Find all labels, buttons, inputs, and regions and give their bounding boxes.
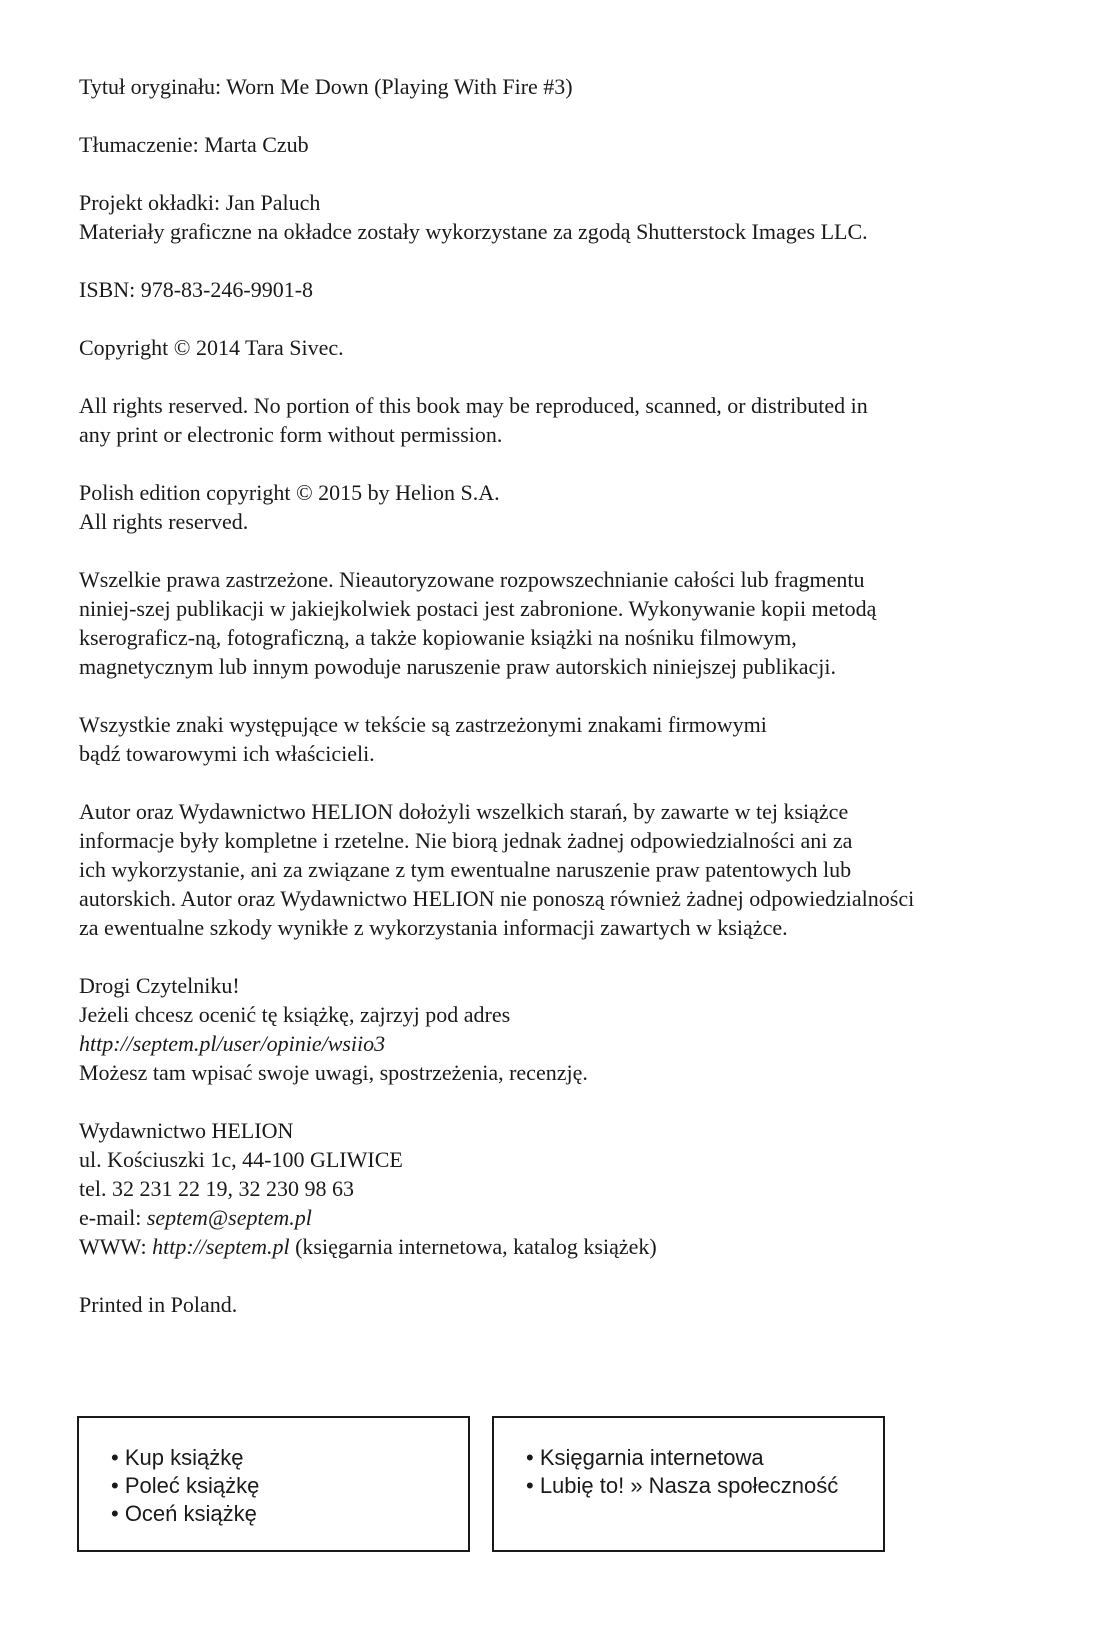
- recommend-book-link[interactable]: • Poleć książkę: [111, 1473, 260, 1498]
- email-label: e-mail:: [79, 1205, 147, 1230]
- trademarks-notice: [79, 710, 1039, 768]
- community-link[interactable]: • Lubię to! » Nasza społeczność: [526, 1473, 839, 1498]
- publisher-name: Wydawnictwo HELION: [79, 1118, 294, 1143]
- book-actions-box: [77, 1416, 470, 1552]
- publisher-address: ul. Kościuszki 1c, 44-100 GLIWICE: [79, 1147, 403, 1172]
- reader-message: [79, 971, 1039, 1087]
- trademarks-line: Wszystkie znaki występujące w tekście są zastrzeżonymi znakami firmowymi: [79, 712, 767, 737]
- rate-book-link[interactable]: • Oceń książkę: [111, 1501, 257, 1526]
- publisher-phone: tel. 32 231 22 19, 32 230 98 63: [79, 1176, 354, 1201]
- rights-pl-line: kserograficz-ną, fotograficzną, a także kopiowanie książki na nośniku filmowym,: [79, 625, 797, 650]
- rights-reserved-polish: [79, 565, 1039, 681]
- copyright-notice: Copyright © 2014 Tara Sivec.: [79, 335, 344, 360]
- online-bookstore-link[interactable]: • Księgarnia internetowa: [526, 1445, 764, 1470]
- rights-pl-line: Wszelkie prawa zastrzeżone. Nieautoryzowane rozpowszechnianie całości lub fragmentu: [79, 567, 865, 592]
- publisher-contact: [79, 1116, 1039, 1261]
- email-link[interactable]: septem@septem.pl: [146, 1205, 312, 1230]
- cover-materials-credit: Materiały graficzne na okładce zostały wykorzystane za zgodą Shutterstock Images LLC.: [79, 219, 868, 244]
- liability-disclaimer: [79, 797, 1039, 942]
- www-label: WWW:: [79, 1234, 153, 1259]
- website-link[interactable]: http://septem.pl: [152, 1234, 290, 1259]
- rights-en-line: All rights reserved. No portion of this book may be reproduced, scanned, or distributed in: [79, 393, 868, 418]
- disclaimer-line: autorskich. Autor oraz Wydawnictwo HELION nie ponoszą również żadnej odpowiedzialności: [79, 886, 915, 911]
- translation-credit: Tłumaczenie: Marta Czub: [79, 132, 309, 157]
- printed-in: Printed in Poland.: [79, 1292, 238, 1317]
- polish-edition-copyright: [79, 478, 1039, 536]
- cover-credits: [79, 188, 1039, 246]
- publisher-email-row: [79, 1203, 1039, 1232]
- original-title: Tytuł oryginału: Worn Me Down (Playing With Fire #3): [79, 74, 573, 99]
- publisher-www-row: [79, 1232, 1039, 1261]
- rights-pl-line: niniej-szej publikacji w jakiejkolwiek postaci jest zabronione. Wykonywanie kopii metodą: [79, 596, 877, 621]
- disclaimer-line: Autor oraz Wydawnictwo HELION dołożyli wszelkich starań, by zawarte w tej książce: [79, 799, 849, 824]
- buy-book-link[interactable]: • Kup książkę: [111, 1445, 244, 1470]
- community-links-box: [492, 1416, 885, 1552]
- page-content: [79, 72, 1039, 1348]
- disclaimer-line: ich wykorzystanie, ani za związane z tym ewentualne naruszenie praw patentowych lub: [79, 857, 852, 882]
- disclaimer-line: informacje były kompletne i rzetelne. Nie biorą jednak żadnej odpowiedzialności ani za: [79, 828, 853, 853]
- review-url-link[interactable]: http://septem.pl/user/opinie/wsiio3: [79, 1031, 386, 1056]
- isbn: ISBN: 978-83-246-9901-8: [79, 277, 314, 302]
- trademarks-line: bądź towarowymi ich właścicieli.: [79, 741, 375, 766]
- www-note: (księgarnia internetowa, katalog książek): [289, 1234, 657, 1259]
- polish-edition-line: All rights reserved.: [79, 509, 249, 534]
- rights-pl-line: magnetycznym lub innym powoduje naruszenie praw autorskich niniejszej publikacji.: [79, 654, 836, 679]
- reader-note: Możesz tam wpisać swoje uwagi, spostrzeżenia, recenzję.: [79, 1060, 588, 1085]
- polish-edition-line: Polish edition copyright © 2015 by Helion S.A.: [79, 480, 500, 505]
- reader-invite: Jeżeli chcesz ocenić tę książkę, zajrzyj pod adres: [79, 1002, 511, 1027]
- rights-en-line: any print or electronic form without permission.: [79, 422, 503, 447]
- cover-design-credit: Projekt okładki: Jan Paluch: [79, 190, 321, 215]
- disclaimer-line: za ewentualne szkody wynikłe z wykorzystania informacji zawartych w książce.: [79, 915, 788, 940]
- rights-reserved-english: [79, 391, 1039, 449]
- reader-greeting: Drogi Czytelniku!: [79, 973, 240, 998]
